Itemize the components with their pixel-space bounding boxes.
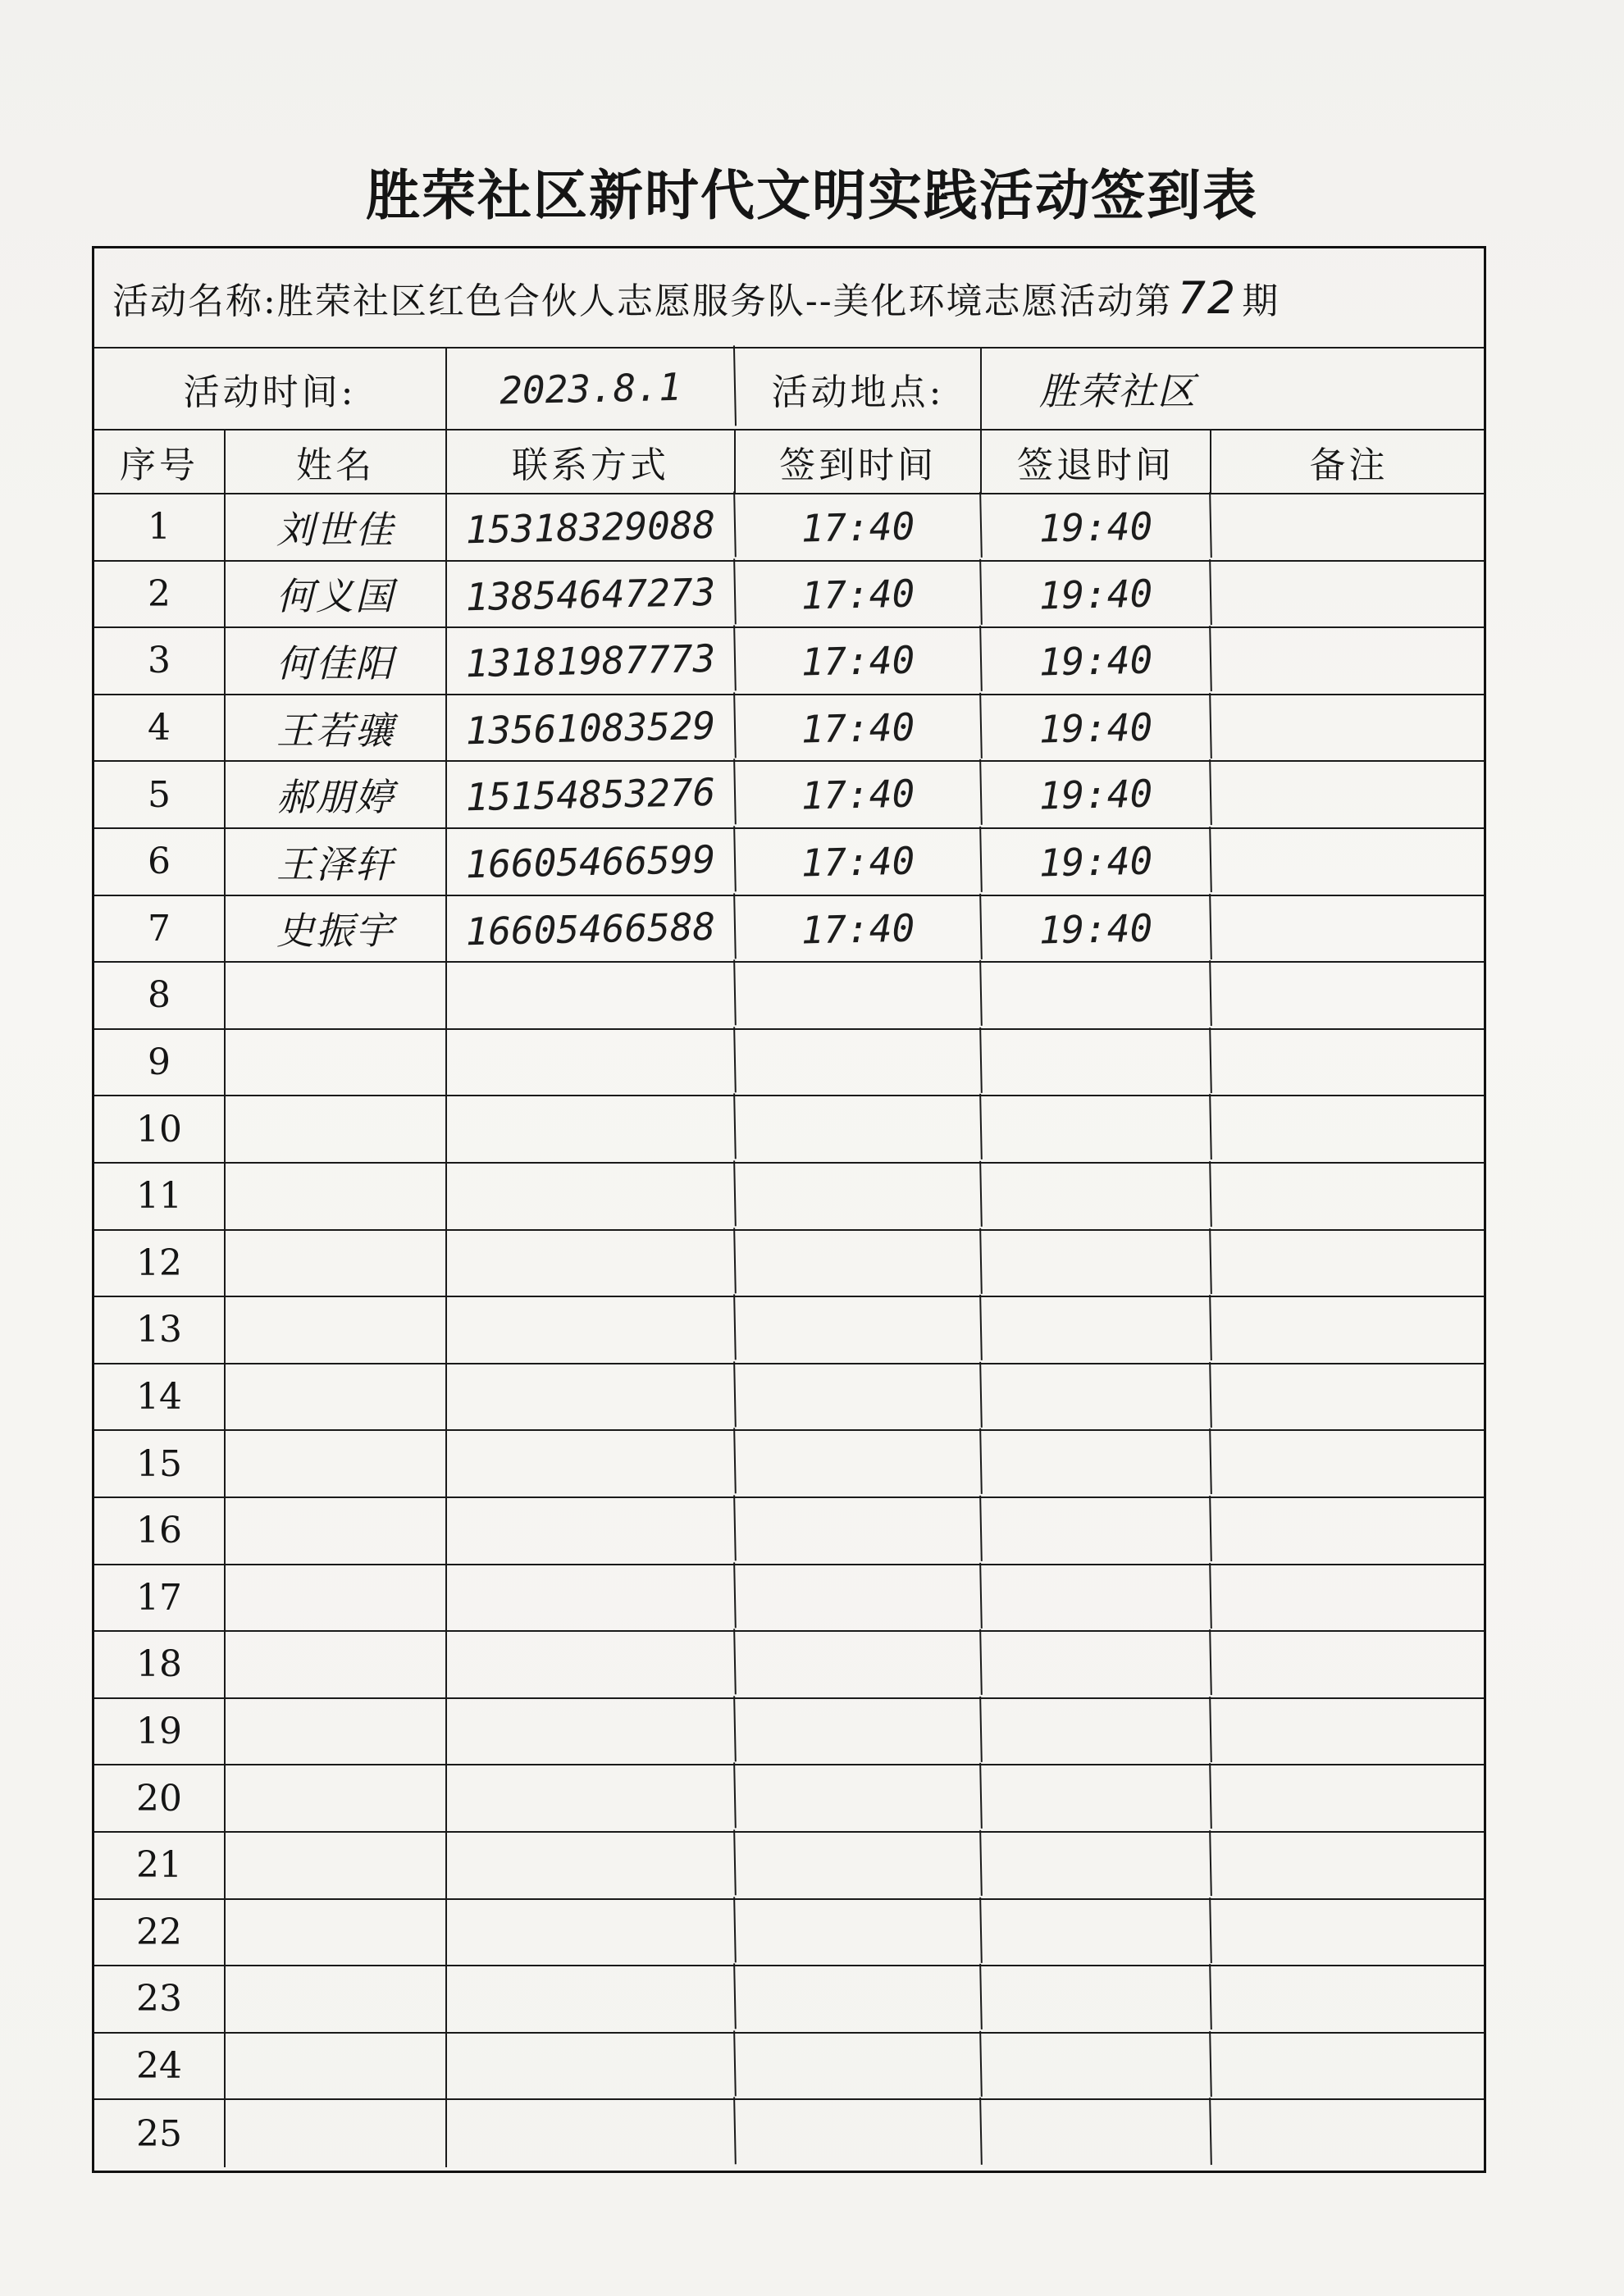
activity-name-line (112, 248, 1280, 347)
row-index: 23 (94, 1966, 226, 2032)
row-sign-out-time (981, 1763, 1212, 1833)
row-name (226, 1699, 447, 1765)
row-phone (446, 960, 737, 1032)
row-note (1211, 1699, 1486, 1765)
row-sign-in-time (735, 1362, 983, 1433)
row-sign-out-time: 19:40 (981, 693, 1212, 763)
row-note (1211, 1096, 1486, 1162)
row-sign-in-time (735, 1763, 983, 1834)
row-note (1211, 628, 1486, 694)
row-index: 16 (94, 1498, 226, 1564)
activity-name-prefix: 胜荣社区红色合伙人志愿服务队--美化环境志愿活动第 (276, 280, 1173, 322)
row-sign-in-time (735, 2098, 983, 2170)
table-row (94, 1900, 1484, 1967)
row-sign-in-time (735, 1428, 983, 1499)
row-name (226, 1164, 447, 1229)
table-row (94, 695, 1484, 763)
row-name (226, 963, 447, 1028)
row-index: 24 (94, 2034, 226, 2099)
row-name (226, 1765, 447, 1831)
activity-name-suffix: 期 (1242, 280, 1280, 322)
row-note (1211, 1164, 1486, 1229)
table-row (94, 1096, 1484, 1164)
row-index: 9 (94, 1030, 226, 1096)
row-phone (446, 1763, 737, 1834)
sign-in-table (92, 246, 1486, 2173)
row-phone: 16605466588 (446, 893, 737, 964)
table-row (94, 2100, 1484, 2167)
row-note (1211, 1498, 1486, 1564)
table-row (94, 1833, 1484, 1900)
row-sign-out-time (981, 1697, 1212, 1766)
row-phone (446, 1228, 737, 1299)
row-sign-in-time (735, 1964, 983, 2034)
table-row (94, 1565, 1484, 1633)
row-sign-out-time (981, 1161, 1212, 1231)
row-phone: 13181987773 (446, 626, 737, 697)
row-sign-in-time (735, 1496, 983, 1566)
row-name (226, 1900, 447, 1966)
row-name (226, 1632, 447, 1697)
row-sign-in-time (735, 2031, 983, 2102)
row-note (1211, 1765, 1486, 1831)
header-sign-out-time: 签退时间 (982, 430, 1211, 493)
row-sign-out-time (981, 1295, 1212, 1364)
row-name (226, 2100, 447, 2167)
row-phone: 13561083529 (446, 692, 737, 763)
table-row (94, 1231, 1484, 1298)
row-note (1211, 2034, 1486, 2099)
row-sign-out-time (981, 1228, 1212, 1298)
row-index: 4 (94, 695, 226, 761)
row-sign-out-time (981, 1830, 1212, 1900)
row-note (1211, 1431, 1486, 1496)
row-note (1211, 1565, 1486, 1631)
row-sign-out-time (981, 960, 1212, 1030)
row-phone (446, 1094, 737, 1165)
activity-issue-number: 72 (1177, 271, 1238, 324)
row-name (226, 1565, 447, 1631)
row-name (226, 2034, 447, 2099)
row-sign-out-time: 19:40 (981, 492, 1212, 562)
row-sign-out-time (981, 1027, 1212, 1097)
row-sign-in-time: 17:40 (735, 626, 983, 696)
activity-time-label: 活动时间: (94, 348, 447, 429)
table-row (94, 1297, 1484, 1364)
table-header-row (94, 430, 1484, 494)
row-sign-in-time (735, 1027, 983, 1098)
row-sign-in-time (735, 1228, 983, 1298)
table-row (94, 562, 1484, 629)
row-sign-in-time (735, 1830, 983, 1901)
row-note (1211, 896, 1486, 962)
table-row (94, 1431, 1484, 1498)
header-note: 备注 (1309, 444, 1389, 486)
row-name (226, 1096, 447, 1162)
activity-time-value: 2023.8.1 (446, 345, 737, 431)
row-index: 12 (94, 1231, 226, 1296)
row-note (1211, 1632, 1486, 1697)
row-note (1211, 1231, 1486, 1296)
activity-name-label: 活动名称: (112, 280, 277, 322)
row-index: 15 (94, 1431, 226, 1496)
row-note (1211, 1966, 1486, 2032)
row-note (1211, 1030, 1486, 1096)
header-name: 姓名 (226, 430, 447, 493)
row-note (1211, 2100, 1486, 2167)
row-sign-out-time (981, 1496, 1212, 1565)
row-index: 18 (94, 1632, 226, 1697)
table-row (94, 494, 1484, 562)
row-note (1211, 762, 1486, 827)
row-note (1211, 1833, 1486, 1898)
row-sign-in-time (735, 1697, 983, 1767)
row-sign-in-time (735, 1562, 983, 1633)
row-sign-out-time (981, 1629, 1212, 1699)
table-row (94, 2034, 1484, 2101)
table-row (94, 1030, 1484, 1097)
row-index: 3 (94, 628, 226, 694)
row-sign-in-time: 17:40 (735, 759, 983, 830)
table-row (94, 1966, 1484, 2034)
activity-location-value: 胜荣社区 (1039, 369, 1197, 413)
row-sign-out-time (981, 2031, 1212, 2101)
row-phone: 15318329088 (446, 491, 737, 563)
row-note (1211, 963, 1486, 1028)
row-phone (446, 1629, 737, 1701)
row-note (1211, 494, 1486, 560)
row-note (1211, 1364, 1486, 1430)
row-sign-in-time (735, 960, 983, 1031)
row-index: 21 (94, 1833, 226, 1898)
row-phone (446, 1964, 737, 2035)
row-note (1211, 695, 1486, 761)
row-phone (446, 1696, 737, 1767)
row-index: 2 (94, 562, 226, 627)
row-sign-out-time: 19:40 (981, 626, 1212, 695)
row-index: 20 (94, 1765, 226, 1831)
row-note (1211, 562, 1486, 627)
row-note (1211, 1900, 1486, 1966)
row-sign-out-time (981, 1897, 1212, 1967)
row-name: 何义国 (226, 562, 447, 627)
row-index: 19 (94, 1699, 226, 1765)
table-row (94, 628, 1484, 695)
row-name: 王泽轩 (226, 829, 447, 895)
row-name: 史振宇 (226, 896, 447, 962)
header-index: 序号 (94, 430, 226, 493)
row-note (1211, 829, 1486, 895)
row-phone (446, 1495, 737, 1566)
row-name (226, 1966, 447, 2032)
row-name (226, 1431, 447, 1496)
page-title: 胜荣社区新时代文明实践活动签到表 (366, 164, 1258, 227)
row-sign-in-time: 17:40 (735, 893, 983, 963)
row-index: 7 (94, 896, 226, 962)
row-phone (446, 1562, 737, 1633)
table-row (94, 963, 1484, 1030)
row-sign-out-time: 19:40 (981, 759, 1212, 829)
row-phone: 15154853276 (446, 759, 737, 831)
row-index: 17 (94, 1565, 226, 1631)
row-index: 1 (94, 494, 226, 560)
row-name (226, 1231, 447, 1296)
row-index: 22 (94, 1900, 226, 1966)
table-row (94, 762, 1484, 829)
table-row (94, 829, 1484, 896)
row-sign-in-time (735, 1094, 983, 1164)
row-name (226, 1364, 447, 1430)
table-row (94, 896, 1484, 963)
row-index: 10 (94, 1096, 226, 1162)
header-contact: 联系方式 (447, 430, 736, 493)
table-row (94, 1699, 1484, 1766)
row-sign-out-time (981, 1964, 1212, 2034)
row-sign-in-time (735, 1629, 983, 1700)
row-sign-in-time: 17:40 (735, 492, 983, 563)
row-note (1211, 1297, 1486, 1363)
row-name (226, 1833, 447, 1898)
row-sign-out-time (981, 1094, 1212, 1164)
row-name: 王若骧 (226, 695, 447, 761)
table-row (94, 1364, 1484, 1432)
row-sign-in-time (735, 1897, 983, 1967)
row-phone (446, 1829, 737, 1901)
row-index: 8 (94, 963, 226, 1028)
row-name: 郝朋婷 (226, 762, 447, 827)
table-row (94, 1498, 1484, 1565)
row-sign-in-time: 17:40 (735, 558, 983, 629)
row-name (226, 1030, 447, 1096)
row-sign-out-time: 19:40 (981, 894, 1212, 963)
row-name (226, 1498, 447, 1564)
table-row (94, 1164, 1484, 1231)
activity-location-label: 活动地点: (736, 348, 982, 429)
row-index: 11 (94, 1164, 226, 1229)
activity-time-location-row (94, 348, 1484, 430)
row-phone (446, 1897, 737, 1968)
row-index: 6 (94, 829, 226, 895)
table-row (94, 1765, 1484, 1833)
header-sign-in-time: 签到时间 (736, 430, 982, 493)
row-name: 何佳阳 (226, 628, 447, 694)
table-row (94, 1632, 1484, 1699)
row-phone (446, 1428, 737, 1500)
row-index: 25 (94, 2100, 226, 2167)
row-sign-in-time (735, 1161, 983, 1232)
row-sign-in-time: 17:40 (735, 827, 983, 897)
row-phone (446, 2030, 737, 2102)
row-sign-out-time (981, 1362, 1212, 1432)
row-sign-out-time (981, 1563, 1212, 1633)
row-phone (446, 2098, 737, 2171)
row-name: 刘世佳 (226, 494, 447, 560)
row-sign-out-time: 19:40 (981, 559, 1212, 629)
row-name (226, 1297, 447, 1363)
row-sign-out-time (981, 1428, 1212, 1498)
row-index: 5 (94, 762, 226, 827)
row-phone: 16605466599 (446, 826, 737, 897)
row-index: 13 (94, 1297, 226, 1363)
row-phone (446, 1361, 737, 1433)
row-phone (446, 1027, 737, 1098)
row-sign-in-time: 17:40 (735, 693, 983, 763)
row-phone (446, 1160, 737, 1232)
row-phone (446, 1295, 737, 1366)
row-sign-in-time (735, 1295, 983, 1365)
row-phone: 13854647273 (446, 558, 737, 630)
row-sign-out-time: 19:40 (981, 827, 1212, 896)
row-sign-out-time (981, 2098, 1212, 2169)
activity-name-row (94, 248, 1484, 348)
row-index: 14 (94, 1364, 226, 1430)
